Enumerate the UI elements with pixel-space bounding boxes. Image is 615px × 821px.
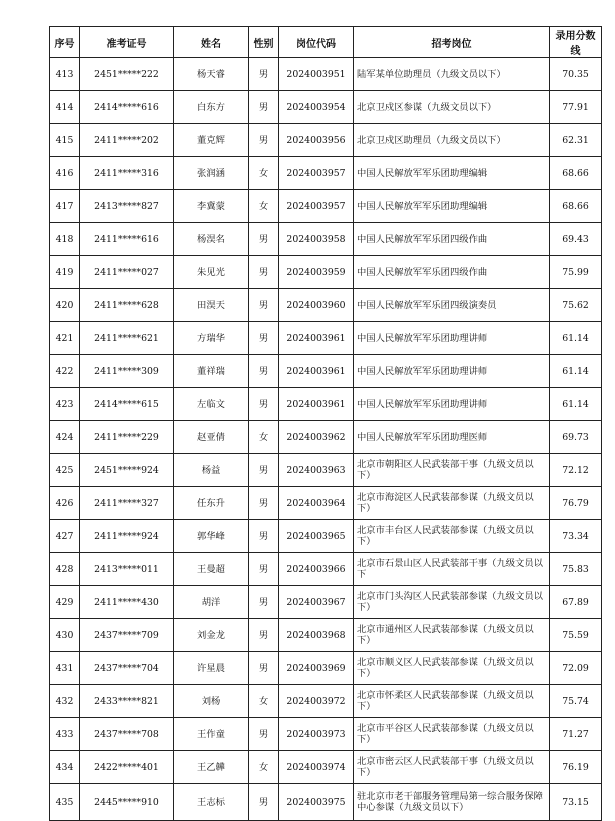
cell-name: 朱见光 <box>174 256 249 289</box>
cell-exam-id: 2411*****229 <box>80 421 174 454</box>
cell-score: 75.83 <box>550 553 602 586</box>
header-gender: 性别 <box>249 27 279 58</box>
header-no: 序号 <box>50 27 80 58</box>
cell-exam-id: 2411*****309 <box>80 355 174 388</box>
cell-name: 赵亚倩 <box>174 421 249 454</box>
cell-exam-id: 2451*****924 <box>80 454 174 487</box>
table-row <box>50 58 602 91</box>
cell-exam-id: 2411*****616 <box>80 223 174 256</box>
cell-exam-id: 2411*****628 <box>80 289 174 322</box>
cell-position-code: 2024003969 <box>279 652 354 685</box>
cell-position-code: 2024003965 <box>279 520 354 553</box>
cell-name: 杨益 <box>174 454 249 487</box>
cell-position-code: 2024003960 <box>279 289 354 322</box>
cell-no: 421 <box>50 322 80 355</box>
cell-position: 北京市朝阳区人民武装部干事（九级文员以下） <box>354 454 550 487</box>
cell-exam-id: 2411*****621 <box>80 322 174 355</box>
cell-score: 73.15 <box>550 784 602 821</box>
cell-exam-id: 2411*****430 <box>80 586 174 619</box>
cell-name: 董祥瑞 <box>174 355 249 388</box>
cell-gender: 男 <box>249 652 279 685</box>
table-row <box>50 685 602 718</box>
cell-exam-id: 2413*****827 <box>80 190 174 223</box>
cell-position: 中国人民解放军军乐团助理医师 <box>354 421 550 454</box>
table-row <box>50 421 602 454</box>
cell-no: 431 <box>50 652 80 685</box>
cell-gender: 男 <box>249 586 279 619</box>
cell-name: 白东方 <box>174 91 249 124</box>
cell-no: 419 <box>50 256 80 289</box>
table-row <box>50 751 602 784</box>
cell-no: 418 <box>50 223 80 256</box>
cell-name: 王曼超 <box>174 553 249 586</box>
cell-position-code: 2024003956 <box>279 124 354 157</box>
cell-gender: 男 <box>249 355 279 388</box>
table-row <box>50 157 602 190</box>
cell-score: 70.35 <box>550 58 602 91</box>
cell-position-code: 2024003961 <box>279 388 354 421</box>
cell-position-code: 2024003968 <box>279 619 354 652</box>
cell-name: 张润涵 <box>174 157 249 190</box>
table-row <box>50 190 602 223</box>
cell-exam-id: 2437*****704 <box>80 652 174 685</box>
cell-position-code: 2024003964 <box>279 487 354 520</box>
cell-gender: 男 <box>249 58 279 91</box>
cell-score: 71.27 <box>550 718 602 751</box>
cell-gender: 男 <box>249 388 279 421</box>
cell-name: 方瑞华 <box>174 322 249 355</box>
cell-gender: 男 <box>249 619 279 652</box>
cell-score: 61.14 <box>550 322 602 355</box>
cell-position: 中国人民解放军军乐团助理讲师 <box>354 355 550 388</box>
table-row <box>50 652 602 685</box>
cell-position: 陆军某单位助理员（九级文员以下） <box>354 58 550 91</box>
cell-gender: 男 <box>249 223 279 256</box>
table-row <box>50 520 602 553</box>
cell-gender: 女 <box>249 751 279 784</box>
cell-position: 北京市平谷区人民武装部参谋（九级文员以下） <box>354 718 550 751</box>
cell-exam-id: 2437*****709 <box>80 619 174 652</box>
cell-no: 433 <box>50 718 80 751</box>
cell-position: 北京市通州区人民武装部参谋（九级文员以下） <box>354 619 550 652</box>
cell-position-code: 2024003951 <box>279 58 354 91</box>
cell-position: 北京市海淀区人民武装部参谋（九级文员以下） <box>354 487 550 520</box>
cell-gender: 男 <box>249 718 279 751</box>
table-row <box>50 289 602 322</box>
cell-gender: 女 <box>249 685 279 718</box>
cell-position-code: 2024003958 <box>279 223 354 256</box>
table-row <box>50 322 602 355</box>
cell-no: 423 <box>50 388 80 421</box>
cell-name: 郭华峰 <box>174 520 249 553</box>
cell-no: 435 <box>50 784 80 821</box>
cell-name: 董克辉 <box>174 124 249 157</box>
cell-gender: 男 <box>249 322 279 355</box>
cell-exam-id: 2411*****316 <box>80 157 174 190</box>
cell-position: 北京市石景山区人民武装部干事（九级文员以下 <box>354 553 550 586</box>
header-name: 姓名 <box>174 27 249 58</box>
table-row <box>50 619 602 652</box>
cell-exam-id: 2433*****821 <box>80 685 174 718</box>
cell-gender: 男 <box>249 553 279 586</box>
cell-position-code: 2024003957 <box>279 157 354 190</box>
cell-no: 432 <box>50 685 80 718</box>
cell-name: 李冀蒙 <box>174 190 249 223</box>
cell-position-code: 2024003962 <box>279 421 354 454</box>
cell-no: 434 <box>50 751 80 784</box>
cell-exam-id: 2413*****011 <box>80 553 174 586</box>
cell-score: 75.62 <box>550 289 602 322</box>
cell-position: 北京市顺义区人民武装部参谋（九级文员以下） <box>354 652 550 685</box>
cell-no: 427 <box>50 520 80 553</box>
table-row <box>50 355 602 388</box>
cell-gender: 男 <box>249 256 279 289</box>
cell-no: 416 <box>50 157 80 190</box>
cell-score: 62.31 <box>550 124 602 157</box>
cell-gender: 男 <box>249 289 279 322</box>
table-body <box>50 58 602 821</box>
cell-score: 68.66 <box>550 190 602 223</box>
cell-position-code: 2024003973 <box>279 718 354 751</box>
cell-no: 424 <box>50 421 80 454</box>
table-row <box>50 586 602 619</box>
cell-position-code: 2024003961 <box>279 355 354 388</box>
cell-name: 王乙韡 <box>174 751 249 784</box>
cell-position-code: 2024003959 <box>279 256 354 289</box>
cell-name: 田淏天 <box>174 289 249 322</box>
cell-position: 中国人民解放军军乐团四级作曲 <box>354 223 550 256</box>
cell-name: 王作童 <box>174 718 249 751</box>
cell-name: 左临文 <box>174 388 249 421</box>
cell-position-code: 2024003974 <box>279 751 354 784</box>
cell-position-code: 2024003972 <box>279 685 354 718</box>
cell-position-code: 2024003963 <box>279 454 354 487</box>
cell-score: 76.19 <box>550 751 602 784</box>
cell-score: 61.14 <box>550 388 602 421</box>
header-position-code: 岗位代码 <box>279 27 354 58</box>
cell-position: 中国人民解放军军乐团助理讲师 <box>354 322 550 355</box>
cell-score: 68.66 <box>550 157 602 190</box>
cell-no: 420 <box>50 289 80 322</box>
cell-gender: 男 <box>249 487 279 520</box>
header-score: 录用分数线 <box>550 27 602 58</box>
cell-name: 胡洋 <box>174 586 249 619</box>
table-row <box>50 91 602 124</box>
cell-position: 北京市丰台区人民武装部参谋（九级文员以下） <box>354 520 550 553</box>
cell-position: 中国人民解放军军乐团四级演奏员 <box>354 289 550 322</box>
cell-position: 北京市门头沟区人民武装部参谋（九级文员以下） <box>354 586 550 619</box>
cell-no: 422 <box>50 355 80 388</box>
cell-gender: 男 <box>249 124 279 157</box>
cell-gender: 女 <box>249 157 279 190</box>
cell-position: 中国人民解放军军乐团四级作曲 <box>354 256 550 289</box>
cell-score: 69.43 <box>550 223 602 256</box>
cell-position: 中国人民解放军军乐团助理编辑 <box>354 157 550 190</box>
cell-name: 王志标 <box>174 784 249 821</box>
cell-position-code: 2024003975 <box>279 784 354 821</box>
cell-gender: 女 <box>249 421 279 454</box>
cell-exam-id: 2451*****222 <box>80 58 174 91</box>
cell-position-code: 2024003957 <box>279 190 354 223</box>
header-position: 招考岗位 <box>354 27 550 58</box>
cell-score: 67.89 <box>550 586 602 619</box>
cell-position: 北京市密云区人民武装部干事（九级文员以下） <box>354 751 550 784</box>
table-row <box>50 454 602 487</box>
cell-no: 426 <box>50 487 80 520</box>
table-row <box>50 784 602 821</box>
cell-exam-id: 2411*****202 <box>80 124 174 157</box>
cell-exam-id: 2411*****327 <box>80 487 174 520</box>
table-row <box>50 388 602 421</box>
table-row <box>50 487 602 520</box>
cell-no: 413 <box>50 58 80 91</box>
cell-score: 69.73 <box>550 421 602 454</box>
cell-exam-id: 2411*****027 <box>80 256 174 289</box>
cell-position: 北京市怀柔区人民武装部参谋（九级文员以下） <box>354 685 550 718</box>
cell-exam-id: 2414*****616 <box>80 91 174 124</box>
cell-position-code: 2024003961 <box>279 322 354 355</box>
cell-gender: 女 <box>249 190 279 223</box>
cell-exam-id: 2422*****401 <box>80 751 174 784</box>
cell-no: 414 <box>50 91 80 124</box>
cell-score: 72.12 <box>550 454 602 487</box>
cell-score: 75.99 <box>550 256 602 289</box>
cell-name: 许星晨 <box>174 652 249 685</box>
header-exam-id: 准考证号 <box>80 27 174 58</box>
table-row <box>50 124 602 157</box>
results-table <box>49 26 602 821</box>
cell-exam-id: 2411*****924 <box>80 520 174 553</box>
cell-gender: 男 <box>249 520 279 553</box>
table-row <box>50 718 602 751</box>
cell-name: 刘杨 <box>174 685 249 718</box>
cell-score: 72.09 <box>550 652 602 685</box>
cell-no: 415 <box>50 124 80 157</box>
table-row <box>50 553 602 586</box>
cell-score: 76.79 <box>550 487 602 520</box>
cell-gender: 男 <box>249 91 279 124</box>
table-row <box>50 256 602 289</box>
cell-no: 430 <box>50 619 80 652</box>
cell-name: 杨淏名 <box>174 223 249 256</box>
header-row <box>50 27 602 58</box>
cell-position-code: 2024003966 <box>279 553 354 586</box>
cell-position-code: 2024003954 <box>279 91 354 124</box>
cell-no: 417 <box>50 190 80 223</box>
cell-score: 77.91 <box>550 91 602 124</box>
cell-position: 中国人民解放军军乐团助理编辑 <box>354 190 550 223</box>
cell-score: 75.59 <box>550 619 602 652</box>
cell-exam-id: 2445*****910 <box>80 784 174 821</box>
table-row <box>50 223 602 256</box>
cell-score: 61.14 <box>550 355 602 388</box>
cell-exam-id: 2437*****708 <box>80 718 174 751</box>
cell-gender: 男 <box>249 454 279 487</box>
cell-no: 425 <box>50 454 80 487</box>
cell-no: 428 <box>50 553 80 586</box>
cell-name: 任东升 <box>174 487 249 520</box>
cell-name: 杨天睿 <box>174 58 249 91</box>
cell-position: 北京卫戍区助理员（九级文员以下） <box>354 124 550 157</box>
cell-score: 73.34 <box>550 520 602 553</box>
cell-exam-id: 2414*****615 <box>80 388 174 421</box>
cell-position: 驻北京市老干部服务管理局第一综合服务保障中心参谋（九级文员以下） <box>354 784 550 821</box>
cell-score: 75.74 <box>550 685 602 718</box>
cell-position: 中国人民解放军军乐团助理讲师 <box>354 388 550 421</box>
cell-name: 刘金龙 <box>174 619 249 652</box>
cell-no: 429 <box>50 586 80 619</box>
cell-gender: 男 <box>249 784 279 821</box>
cell-position-code: 2024003967 <box>279 586 354 619</box>
cell-position: 北京卫戍区参谋（九级文员以下） <box>354 91 550 124</box>
